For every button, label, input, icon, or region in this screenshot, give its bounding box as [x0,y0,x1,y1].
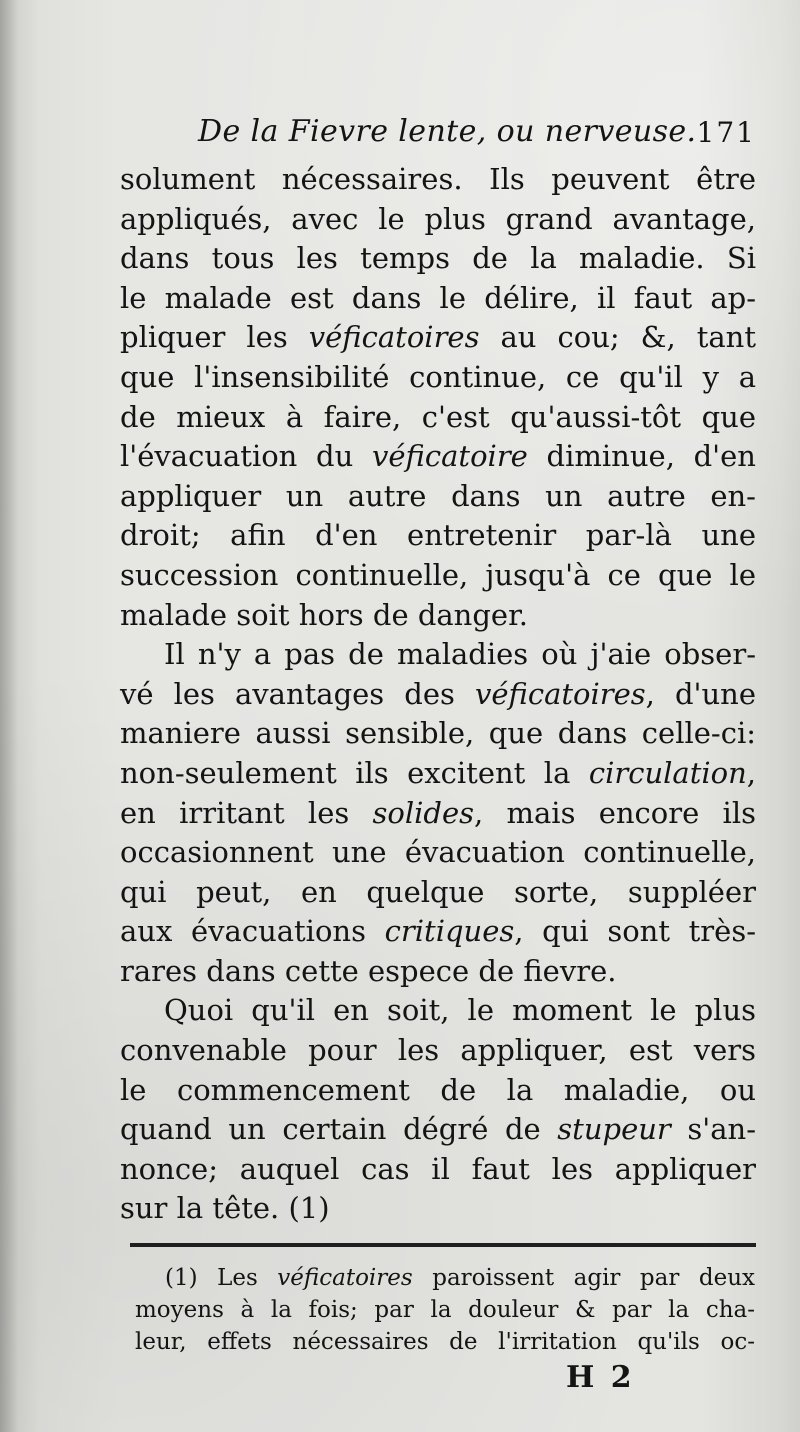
text-line: maniere aussi sensible, que dans celle-ci: [120,716,756,751]
text-line: nonce; auquel cas il faut les appliquer [120,1151,756,1186]
text-fragment: , mais encore ils [474,795,756,830]
footnote-line: moyens à la fois; par la douleur & par la cha- [135,1297,755,1323]
text-line: sur la tête. (1) [120,1191,330,1226]
text-fragment: , qui sont très- [514,914,757,949]
text-line: solument nécessaires. Ils peuvent être [120,162,756,196]
footnote-line: leur, effets nécessaires de l'irritation qu'ils oc- [135,1329,755,1355]
text-line: droit; afin d'en entretenir par-là une [120,518,756,553]
paragraph-start-line: Quoi qu'il en soit, le moment le plus [164,993,756,1028]
text-fragment: , [746,755,756,790]
text-line: le malade est dans le délire, il faut ap- [120,280,756,315]
text-fragment: paroissent agir par deux [412,1265,755,1291]
text-line: rares dans cette espece de fievre. [120,953,617,988]
text-line [120,1110,756,1150]
text-fragment: au cou; &, tant [479,320,757,355]
text-line: convenable pour les appliquer, est vers [120,1033,756,1068]
text-line: le commencement de la maladie, ou [120,1072,756,1107]
text-fragment: vé les avantages des [120,676,475,711]
text-line: appliquer un autre dans un autre en- [120,478,756,513]
footnote-line [135,1262,755,1294]
text-line: dans tous les temps de la maladie. Si [120,241,756,276]
text-fragment: s'an- [670,1112,756,1147]
text-line [120,794,756,834]
paragraph-start-line: Il n'y a pas de maladies où j'aie obser- [164,637,756,672]
text-line [120,675,756,715]
signature-mark: H 2 [566,1360,635,1395]
italic-term: véficatoires [308,320,480,355]
italic-term: véficatoires [474,676,646,711]
italic-term: véficatoires [277,1265,413,1291]
footnote-block [135,1262,755,1358]
text-line: succession continuelle, jusqu'à ce que le [120,557,756,592]
text-fragment: pliquer les [120,320,309,355]
page-number: 171 [696,116,756,149]
text-line: occasionnent une évacuation continuelle, [120,835,756,870]
italic-term: solides [372,795,475,830]
main-text-block [120,112,756,1229]
text-line: malade soit hors de danger. [120,597,528,632]
text-line: que l'insensibilité continue, ce qu'il y a [120,359,756,394]
text-fragment: , d'une [645,676,756,711]
text-line [120,912,756,952]
italic-term: critiques [384,914,515,949]
italic-term: stupeur [557,1112,671,1147]
text-fragment: en irritant les [120,795,373,830]
text-line: qui peut, en quelque sorte, suppléer [120,874,756,909]
text-line: de mieux à faire, c'est qu'aussi-tôt que [120,399,756,434]
text-fragment: aux évacuations [120,914,385,949]
text-line [120,318,756,358]
italic-term: circulation [588,755,747,790]
text-fragment: non-seulement ils excitent la [120,755,589,790]
footnote-rule [130,1243,756,1247]
text-line [120,754,756,794]
text-fragment: l'évacuation du [120,439,373,474]
running-title: De la Fievre lente, ou nerveuse. [198,114,697,149]
text-fragment: (1) Les [165,1265,278,1291]
italic-term: véficatoire [372,439,528,474]
binding-shadow [0,0,18,1432]
page-header [120,112,756,160]
text-line [120,437,756,477]
text-fragment: quand un certain dégré de [120,1112,558,1147]
text-line: appliqués, avec le plus grand avantage, [120,201,756,236]
text-fragment: diminue, d'en [527,439,756,474]
